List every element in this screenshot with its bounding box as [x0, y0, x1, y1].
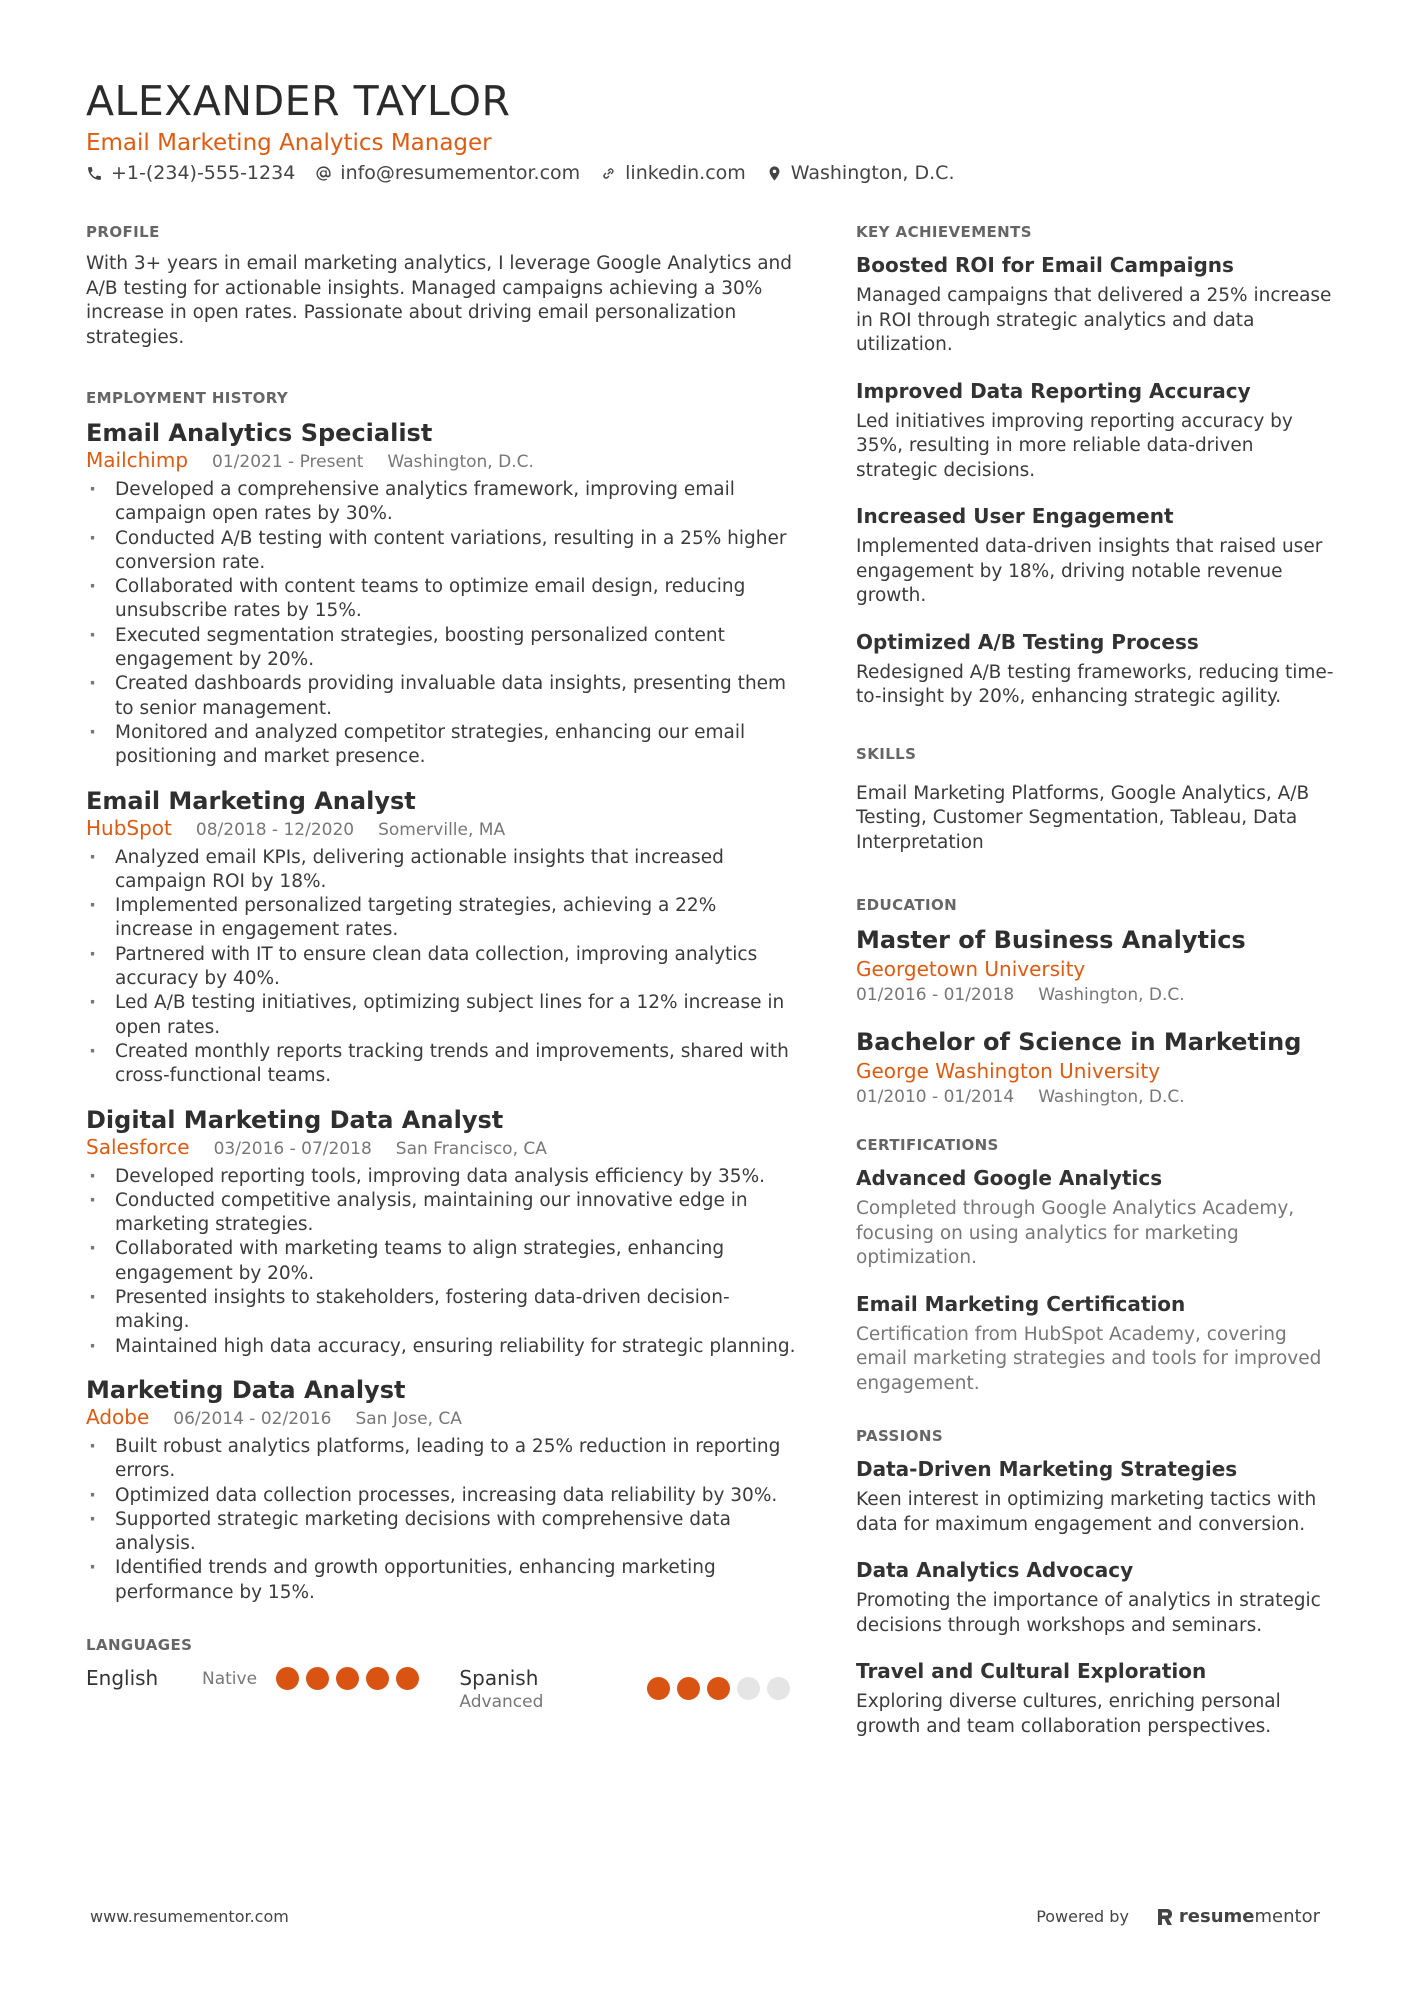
- contact-bar: [86, 162, 1326, 184]
- link-icon: [600, 165, 617, 182]
- language-rating: [647, 1677, 797, 1700]
- job-location: Somerville, MA: [378, 819, 506, 840]
- job-meta: [86, 1135, 798, 1161]
- profile-section: [86, 222, 798, 350]
- job-entry: [86, 786, 798, 1089]
- powered-by-label: Powered by: [1036, 1907, 1129, 1926]
- passion-desc: Exploring diverse cultures, enriching personal growth and team collaboration perspectives.: [856, 1691, 1281, 1737]
- edu-school: Georgetown University: [856, 957, 1086, 981]
- language-name: Spanish: [459, 1665, 539, 1690]
- certification-desc: Completed through Google Analytics Academy, focusing on using analytics for marketing optimization.: [856, 1198, 1295, 1268]
- job-title: Email Analytics Specialist: [86, 419, 433, 447]
- at-icon: [315, 165, 332, 182]
- bullet-item: · Executed segmentation strategies, boosting personalized content engagement by 20%.: [86, 624, 798, 673]
- passion-item: [856, 1456, 1336, 1537]
- candidate-title: Email Marketing Analytics Manager: [86, 130, 492, 156]
- bullet-item: · Presented insights to stakeholders, fostering data-driven decision-making.: [86, 1286, 798, 1335]
- job-title: Email Marketing Analyst: [86, 786, 416, 815]
- job-dates: 08/2018 - 12/2020: [195, 819, 355, 840]
- bullet-item: · Implemented personalized targeting strategies, achieving a 22% increase in engagement rates.: [86, 894, 798, 943]
- job-bullets: [86, 478, 798, 770]
- job-dates: 06/2014 - 02/2016: [173, 1408, 332, 1429]
- bullet-item: · Built robust analytics platforms, leading to a 25% reduction in reporting errors.: [86, 1435, 798, 1484]
- edu-meta: [856, 983, 1336, 1007]
- bullet-item: · Collaborated with content teams to optimize email design, reducing unsubscribe rates by 15%.: [86, 575, 798, 624]
- job-bullets: [86, 1165, 798, 1359]
- edu-school: George Washington University: [856, 1059, 1161, 1083]
- achievements-section: [856, 222, 1336, 710]
- section-heading: PROFILE: [86, 223, 160, 241]
- job-company: HubSpot: [86, 815, 172, 840]
- phone-text: +1-(234)-555-1234: [111, 162, 296, 184]
- employment-section: [86, 388, 798, 1605]
- languages-section: [86, 1635, 798, 1713]
- section-heading: SKILLS: [856, 744, 917, 763]
- language-item: [86, 1665, 459, 1691]
- bullet-item: · Created monthly reports tracking trends and improvements, shared with cross-functional teams.: [86, 1040, 798, 1089]
- bullet-item: · Maintained high data accuracy, ensuring reliability for strategic planning.: [86, 1335, 798, 1359]
- job-title: Digital Marketing Data Analyst: [86, 1105, 504, 1134]
- rating-dot-empty: [737, 1677, 760, 1700]
- rating-dot-filled: [276, 1667, 299, 1690]
- passion-desc: Keen interest in optimizing marketing tactics with data for maximum engagement and conversion.: [856, 1489, 1317, 1535]
- job-entry: [86, 1105, 798, 1359]
- achievement-title: Increased User Engagement: [856, 504, 1174, 528]
- passion-title: Data-Driven Marketing Strategies: [856, 1457, 1238, 1481]
- email-text[interactable]: info@resumementor.com: [340, 162, 581, 184]
- bullet-item: · Partnered with IT to ensure clean data collection, improving analytics accuracy by 40%.: [86, 943, 798, 992]
- language-text: [459, 1665, 647, 1713]
- edu-location: Washington, D.C.: [1038, 1087, 1185, 1107]
- job-dates: 01/2021 - Present: [212, 452, 364, 472]
- bullet-item: · Conducted competitive analysis, maintaining our innovative edge in marketing strategies.: [86, 1189, 798, 1238]
- certification-item: [856, 1291, 1336, 1397]
- contact-location: [766, 162, 955, 184]
- section-heading: LANGUAGES: [86, 1635, 193, 1654]
- language-name: English: [86, 1665, 159, 1690]
- rating-dot-filled: [677, 1677, 700, 1700]
- rating-dot-filled: [336, 1667, 359, 1690]
- section-heading: CERTIFICATIONS: [856, 1136, 999, 1154]
- education-item: [856, 925, 1336, 1007]
- section-heading: EMPLOYMENT HISTORY: [86, 389, 289, 407]
- bullet-item: · Conducted A/B testing with content variations, resulting in a 25% higher conversion rate.: [86, 527, 798, 576]
- bullet-item: · Analyzed email KPIs, delivering actionable insights that increased campaign ROI by 18%.: [86, 846, 798, 895]
- contact-email[interactable]: [315, 162, 580, 184]
- right-column: [856, 222, 1336, 1759]
- bullet-item: · Developed a comprehensive analytics framework, improving email campaign open rates by 30%.: [86, 478, 798, 527]
- job-bullets: [86, 1435, 798, 1605]
- location-text: Washington, D.C.: [790, 162, 955, 184]
- languages-row: [86, 1665, 798, 1713]
- language-rating: [276, 1667, 426, 1690]
- edu-degree: Bachelor of Science in Marketing: [856, 1028, 1302, 1056]
- certification-desc: Certification from HubSpot Academy, covering email marketing strategies and tools for improved engagement.: [856, 1323, 1322, 1394]
- contact-phone: [86, 162, 295, 184]
- job-location: Washington, D.C.: [387, 452, 534, 472]
- location-pin-icon: [766, 165, 783, 182]
- left-column: [86, 222, 798, 1713]
- job-location: San Jose, CA: [355, 1408, 462, 1429]
- passion-item: [856, 1658, 1336, 1739]
- edu-dates: 01/2010 - 01/2014: [856, 1087, 1015, 1107]
- language-level: Advanced: [459, 1691, 544, 1712]
- bullet-item: · Created dashboards providing invaluable data insights, presenting them to senior management.: [86, 672, 798, 721]
- job-meta: [86, 1405, 798, 1431]
- bullet-item: · Collaborated with marketing teams to align strategies, enhancing engagement by 20%.: [86, 1237, 798, 1286]
- bullet-item: · Developed reporting tools, improving data analysis efficiency by 35%.: [86, 1165, 798, 1189]
- certifications-section: [856, 1135, 1336, 1396]
- brand-rest: mentor: [1254, 1906, 1320, 1927]
- edu-location: Washington, D.C.: [1038, 985, 1185, 1005]
- achievement-item: [856, 378, 1336, 484]
- education-section: [856, 895, 1336, 1109]
- rating-dot-filled: [707, 1677, 730, 1700]
- resumementor-mark-icon: [1157, 1908, 1173, 1926]
- rating-dot-filled: [396, 1667, 419, 1690]
- section-heading: EDUCATION: [856, 896, 958, 914]
- resumementor-logo[interactable]: [1157, 1906, 1320, 1927]
- job-dates: 03/2016 - 07/2018: [213, 1138, 372, 1159]
- passion-desc: Promoting the importance of analytics in strategic decisions through workshops and seminars.: [856, 1590, 1321, 1636]
- phone-icon: [86, 165, 103, 182]
- job-meta: [86, 448, 798, 474]
- job-bullets: [86, 846, 798, 1089]
- achievement-desc: Led initiatives improving reporting accuracy by 35%, resulting in more reliable data-driven strategic decisions.: [856, 410, 1293, 481]
- job-entry: [86, 1375, 798, 1605]
- rating-dot-filled: [647, 1677, 670, 1700]
- candidate-name: ALEXANDER TAYLOR: [86, 77, 511, 125]
- bullet-item: · Optimized data collection processes, increasing data reliability by 30%.: [86, 1484, 798, 1508]
- bullet-item: · Supported strategic marketing decisions with comprehensive data analysis.: [86, 1508, 798, 1557]
- achievement-title: Optimized A/B Testing Process: [856, 629, 1199, 654]
- bullet-item: · Identified trends and growth opportunities, enhancing marketing performance by 15%.: [86, 1556, 798, 1605]
- job-entry: [86, 418, 798, 770]
- certification-title: Advanced Google Analytics: [856, 1166, 1163, 1190]
- education-item: [856, 1027, 1336, 1109]
- rating-dot-empty: [767, 1677, 790, 1700]
- passion-title: Travel and Cultural Exploration: [856, 1659, 1207, 1683]
- job-company: Adobe: [86, 1404, 150, 1429]
- page-footer: [90, 1906, 1320, 1927]
- rating-dot-filled: [306, 1667, 329, 1690]
- job-title: Marketing Data Analyst: [86, 1375, 406, 1404]
- profile-text: With 3+ years in email marketing analytics, I leverage Google Analytics and A/B testing for actionable insights. Managed campaigns achieving a 30% increase in open rates. Passionate about driving email personalization strategies.: [86, 253, 793, 348]
- achievement-title: Improved Data Reporting Accuracy: [856, 378, 1251, 403]
- section-heading: KEY ACHIEVEMENTS: [856, 223, 1032, 241]
- bullet-item: · Monitored and analyzed competitor strategies, enhancing our email positioning and market presence.: [86, 721, 798, 770]
- edu-meta: [856, 1085, 1336, 1109]
- achievement-desc: Redesigned A/B testing frameworks, reducing time-to-insight by 20%, enhancing strategic agility.: [856, 661, 1334, 707]
- achievement-item: [856, 629, 1336, 710]
- section-heading: PASSIONS: [856, 1427, 944, 1445]
- footer-brand: [1036, 1906, 1320, 1927]
- edu-degree: Master of Business Analytics: [856, 926, 1246, 954]
- linkedin-text[interactable]: linkedin.com: [625, 162, 746, 184]
- job-location: San Francisco, CA: [395, 1138, 547, 1159]
- skills-text: Email Marketing Platforms, Google Analytics, A/B Testing, Customer Segmentation, Tableau, Data Interpretation: [856, 782, 1310, 853]
- footer-website[interactable]: www.resumementor.com: [90, 1907, 289, 1926]
- achievement-desc: Implemented data-driven insights that raised user engagement by 18%, driving notable revenue growth.: [856, 536, 1323, 606]
- passions-section: [856, 1426, 1336, 1739]
- bullet-item: · Led A/B testing initiatives, optimizing subject lines for a 12% increase in open rates.: [86, 991, 798, 1040]
- achievement-item: [856, 252, 1336, 358]
- job-meta: [86, 816, 798, 842]
- certification-title: Email Marketing Certification: [856, 1291, 1186, 1316]
- passion-title: Data Analytics Advocacy: [856, 1558, 1134, 1582]
- language-item: [459, 1665, 798, 1713]
- passion-item: [856, 1557, 1336, 1638]
- skills-section: [856, 744, 1336, 856]
- achievement-item: [856, 503, 1336, 609]
- certification-item: [856, 1165, 1336, 1271]
- job-company: Mailchimp: [86, 448, 189, 472]
- contact-linkedin[interactable]: [600, 162, 746, 184]
- achievement-title: Boosted ROI for Email Campaigns: [856, 253, 1234, 277]
- edu-dates: 01/2016 - 01/2018: [856, 985, 1015, 1005]
- resume-header: [86, 76, 1326, 184]
- language-level: Native: [202, 1668, 258, 1689]
- achievement-desc: Managed campaigns that delivered a 25% increase in ROI through strategic analytics and data utilization.: [856, 285, 1332, 355]
- rating-dot-filled: [366, 1667, 389, 1690]
- brand-bold: resume: [1178, 1906, 1255, 1927]
- job-company: Salesforce: [86, 1134, 190, 1159]
